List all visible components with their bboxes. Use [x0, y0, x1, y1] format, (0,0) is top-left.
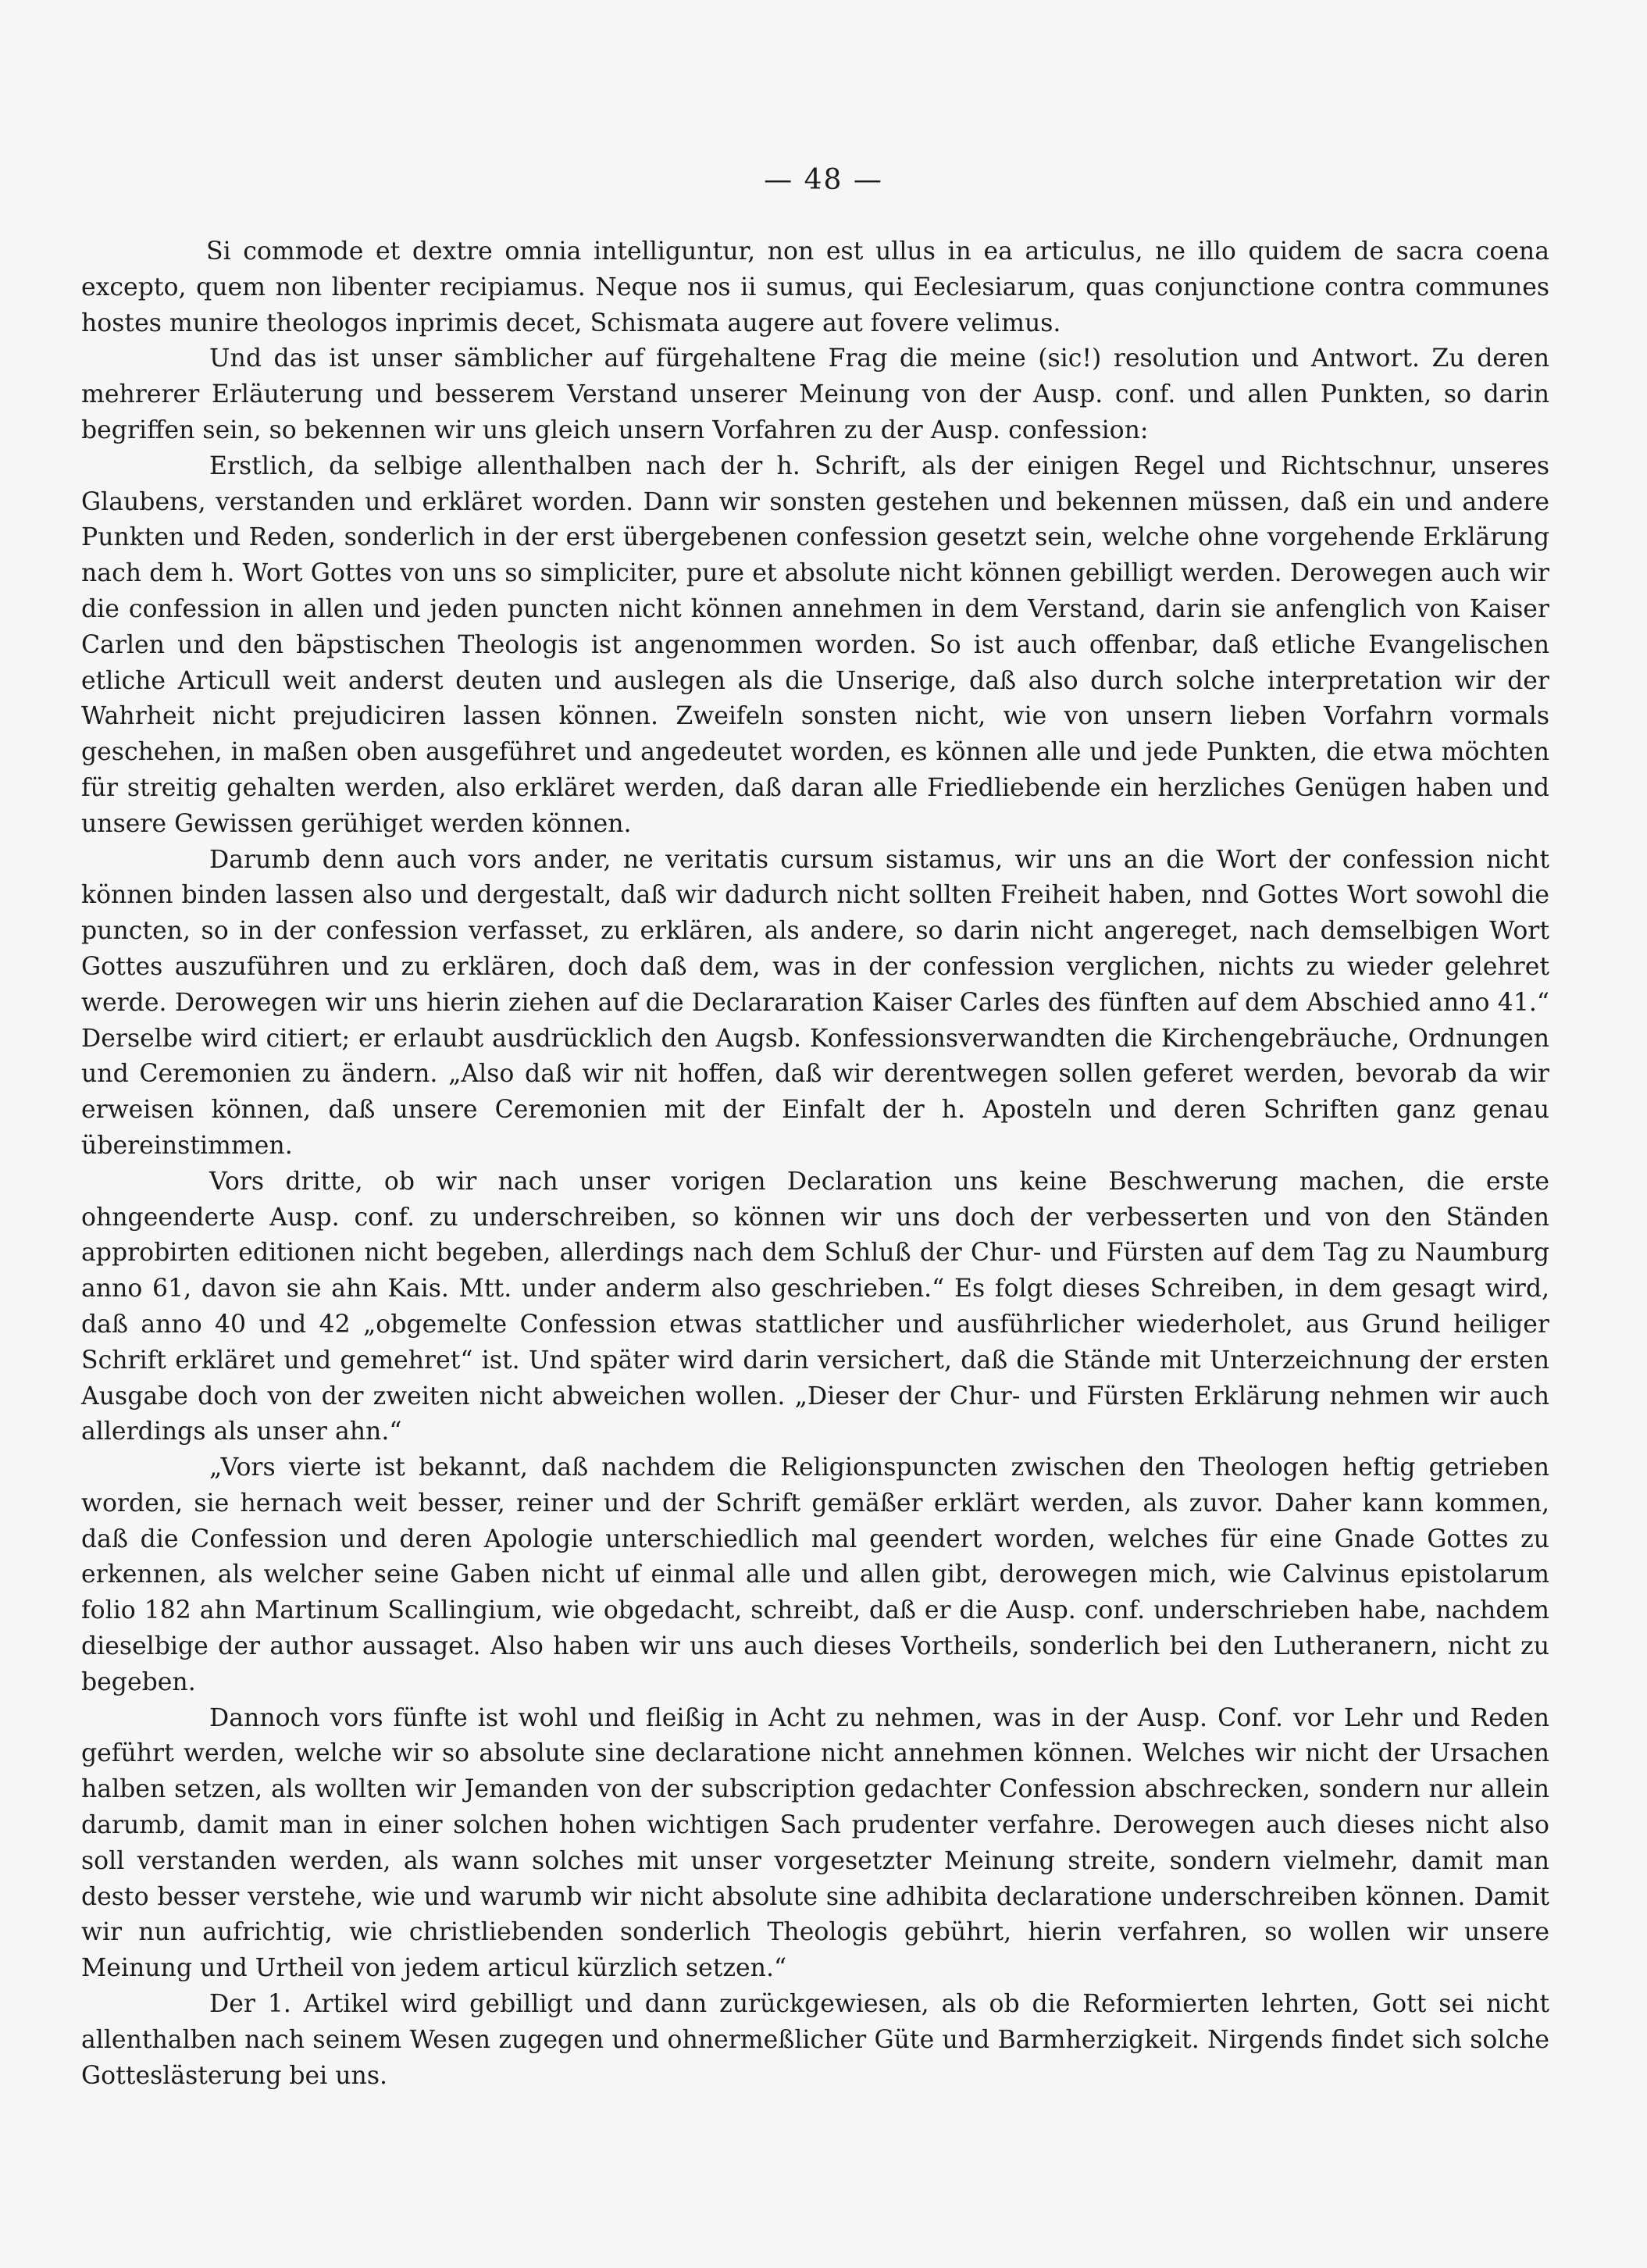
paragraph-2: Und das ist unser sämblicher auf fürgehaltene Frag die meine (sic!) resolution und Antwort. Zu deren mehrerer Erläuterung und besserem Verstand unserer Meinung von der Ausp. conf. und allen Punkten, so darin begriffen sein, so bekennen wir uns gleich unsern Vorfahren zu der Ausp. confession: — [81, 344, 1549, 444]
paragraph-8: Der 1. Artikel wird gebilligt und dann zurückgewiesen, als ob die Reformierten lehrten, Gott sei nicht allenthalben nach seinem Wesen zugegen und ohnermeßlicher Güte und Barmherzigkeit. Nirgends findet sich solche Gotteslästerung bei uns. — [81, 1990, 1549, 2090]
body-text — [81, 234, 1549, 2094]
paragraph-7: Dannoch vors fünfte ist wohl und fleißig in Acht zu nehmen, was in der Ausp. Conf. vor Lehr und Reden geführt werden, welche wir so absolute sine declaratione nicht annehmen können. Welches wir nicht der Ursachen halben setzen, als wollten wir Jemanden von der subscription gedachter Confession abschrecken, sondern nur allein darumb, damit man in einer solchen hohen wichtigen Sach prudenter verfahre. Derowegen auch dieses nicht also soll verstanden werden, als wann solches mit unser vorgesetzter Meinung streite, sondern vielmehr, damit man desto besser verstehe, wie und warumb wir nicht absolute sine adhibita declaratione underschreiben können. Damit wir nun aufrichtig, wie christliebenden sonderlich Theologis gebührt, hierin verfahren, so wollen wir unsere Meinung und Urtheil von jedem articul kürzlich setzen.“ — [81, 1703, 1549, 1983]
paragraph-3: Erstlich, da selbige allenthalben nach der h. Schrift, als der einigen Regel und Richtschnur, unseres Glaubens, verstanden und erkläret worden. Dann wir sonsten gestehen und bekennen müssen, daß ein und andere Punkten und Reden, sonderlich in der erst übergebenen confession gesetzt sein, welche ohne vorgehende Erklärung nach dem h. Wort Gottes von uns so simpliciter, pure et absolute nicht können gebilligt werden. Derowegen auch wir die confession in allen und jeden puncten nicht können annehmen in dem Verstand, darin sie anfenglich von Kaiser Carlen und den bäpstischen Theologis ist angenommen worden. So ist auch offenbar, daß etliche Evangelischen etliche Articull weit anderst deuten und auslegen als die Unserige, daß also durch solche interpretation wir der Wahrheit nicht prejudiciren lassen können. Zweifeln sonsten nicht, wie von unsern lieben Vorfahrn vormals geschehen, in maßen oben ausgeführet und angedeutet worden, es können alle und jede Punkten, die etwa möchten für streitig gehalten werden, also erkläret werden, daß daran alle Friedliebende ein herzliches Genügen haben und unsere Gewissen gerühiget werden können. — [81, 451, 1549, 838]
paragraph-1: Si commode et dextre omnia intelliguntur, non est ullus in ea articulus, ne illo quidem de sacra coena excepto, quem non libenter recipiamus. Neque nos ii sumus, qui Eeclesiarum, quas conjunctione contra communes hostes munire theologos inprimis decet, Schismata augere aut fovere velimus. — [81, 237, 1549, 337]
paragraph-4: Darumb denn auch vors ander, ne veritatis cursum sistamus, wir uns an die Wort der confession nicht können binden lassen also und dergestalt, daß wir dadurch nicht sollten Freiheit haben, nnd Gottes Wort sowohl die puncten, so in der confession verfasset, zu erklären, als andere, so darin nicht angereget, nach demselbigen Wort Gottes auszuführen und zu erklären, doch daß dem, was in der confession verglichen, nichts zu wieder gelehret werde. Derowegen wir uns hierin ziehen auf die Declararation Kaiser Carles des fünften auf dem Abschied anno 41.“ Derselbe wird citiert; er erlaubt ausdrücklich den Augsb. Konfessionsverwandten die Kirchengebräuche, Ordnungen und Ceremonien zu ändern. „Also daß wir nit hoffen, daß wir derentwegen sollen geferet werden, bevorab da wir erweisen können, daß unsere Ceremonien mit der Einfalt der h. Aposteln und deren Schriften ganz genau übereinstimmen. — [81, 845, 1549, 1160]
page-number: — 48 — — [764, 164, 883, 196]
paragraph-5: Vors dritte, ob wir nach unser vorigen Declaration uns keine Beschwerung machen, die erste ohngeenderte Ausp. conf. zu underschreiben, so können wir uns doch der verbesserten und von den Ständen approbirten editionen nicht begeben, allerdings nach dem Schluß der Chur- und Fürsten auf dem Tag zu Naumburg anno 61, davon sie ahn Kais. Mtt. under anderm also geschrieben.“ Es folgt dieses Schreiben, in dem gesagt wird, daß anno 40 und 42 „obgemelte Confession etwas stattlicher und ausführlicher wiederholet, aus Grund heiliger Schrift erkläret und gemehret“ ist. Und später wird darin versichert, daß die Stände mit Unterzeichnung der ersten Ausgabe doch von der zweiten nicht abweichen wollen. „Dieser der Chur- und Fürsten Erklärung nehmen wir auch allerdings als unser ahn.“ — [81, 1167, 1549, 1446]
paragraph-6: „Vors vierte ist bekannt, daß nachdem die Religionspuncten zwischen den Theologen heftig getrieben worden, sie hernach weit besser, reiner und der Schrift gemäßer erklärt werden, als zuvor. Daher kann kommen, daß die Confession und deren Apologie unterschiedlich mal geendert worden, welches für eine Gnade Gottes zu erkennen, als welcher seine Gaben nicht uf einmal alle und allen gibt, derowegen mich, wie Calvinus epistolarum folio 182 ahn Martinum Scallingium, wie obgedacht, schreibt, daß er die Ausp. conf. underschrieben habe, nachdem dieselbige der author aussaget. Also haben wir uns auch dieses Vortheils, sonderlich bei den Lutheranern, nicht zu begeben. — [81, 1453, 1549, 1696]
